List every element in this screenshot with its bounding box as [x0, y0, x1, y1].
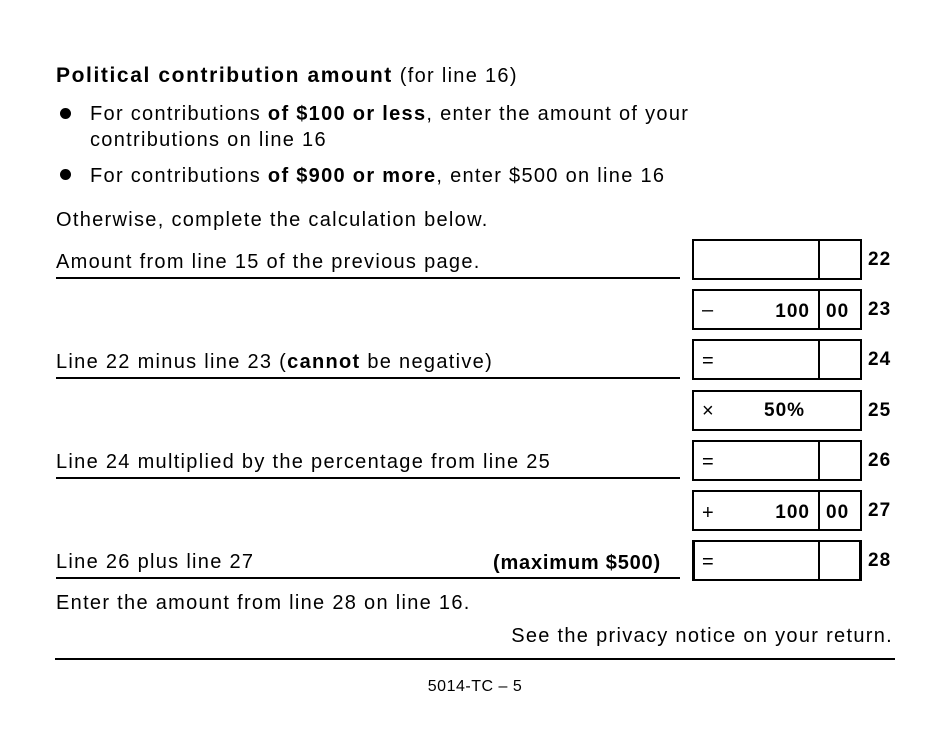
line-28-underline: [56, 577, 680, 579]
section-title-suffix: (for line 16): [399, 65, 518, 87]
equals-sign: =: [702, 551, 714, 573]
page-footer: 5014-TC – 5: [427, 678, 523, 695]
line-25-percentage: 50%: [764, 400, 806, 421]
line-28-label: Line 26 plus line 27: [56, 551, 255, 573]
line-24-label: [56, 350, 493, 374]
line-27-cents-box: [818, 490, 862, 531]
line-27-dollars: 100: [775, 502, 810, 523]
line-23-number: 23: [868, 299, 892, 320]
bullet-icon: [60, 169, 71, 180]
bullet-2-post: , enter $500 on line 16: [436, 165, 666, 187]
line-24-label-post: be negative): [360, 351, 494, 373]
bullet-1-pre: For contributions: [90, 103, 268, 125]
line-22-underline: [56, 277, 680, 279]
line-26-label: Line 24 multiplied by the percentage from line 25: [56, 451, 552, 473]
bullet-item-2: [90, 164, 665, 188]
line-26-dollars-input[interactable]: [692, 440, 820, 481]
enter-note: Enter the amount from line 28 on line 16.: [56, 592, 471, 614]
otherwise-text: Otherwise, complete the calculation below.: [56, 209, 489, 231]
line-24-underline: [56, 377, 680, 379]
line-24-dollars-input[interactable]: [692, 339, 820, 380]
equals-sign: =: [702, 451, 714, 473]
line-22-cents-input[interactable]: [818, 239, 862, 280]
line-23-dollars: 100: [775, 301, 810, 322]
line-23-cents: 00: [826, 301, 850, 322]
bullet-1-post: , enter the amount of your: [426, 103, 690, 125]
line-27-number: 27: [868, 500, 892, 521]
line-28-maximum: (maximum $500): [493, 552, 661, 574]
line-28-number: 28: [868, 550, 892, 571]
line-26-number: 26: [868, 450, 892, 471]
section-title: [56, 64, 518, 88]
line-28-cents-input[interactable]: [818, 540, 862, 581]
line-26-cents-input[interactable]: [818, 440, 862, 481]
bullet-2-bold: of $900 or more: [267, 165, 437, 187]
equals-sign: =: [702, 350, 714, 372]
line-24-label-pre: Line 22 minus line 23 (: [56, 351, 288, 373]
line-22-number: 22: [868, 249, 892, 270]
line-24-cents-input[interactable]: [818, 339, 862, 380]
line-22-dollars-input[interactable]: [692, 239, 820, 280]
plus-sign: +: [702, 502, 714, 524]
line-26-underline: [56, 477, 680, 479]
minus-sign: –: [702, 299, 714, 321]
line-24-label-bold: cannot: [287, 351, 361, 373]
line-24-number: 24: [868, 349, 892, 370]
bullet-2-pre: For contributions: [90, 165, 268, 187]
line-25-number: 25: [868, 400, 892, 421]
line-28-dollars-input[interactable]: [692, 540, 820, 581]
footer-divider: [55, 658, 895, 660]
line-22-label: Amount from line 15 of the previous page.: [56, 251, 481, 273]
bullet-item-1-line2: contributions on line 16: [90, 129, 327, 151]
bullet-icon: [60, 108, 71, 119]
privacy-note: See the privacy notice on your return.: [511, 625, 893, 647]
line-27-cents: 00: [826, 502, 850, 523]
line-25-box: [692, 390, 862, 431]
line-27-dollars-box: [692, 490, 820, 531]
section-title-text: Political contribution amount: [56, 64, 393, 87]
multiply-sign: ×: [702, 400, 714, 422]
bullet-item-1: [90, 102, 689, 126]
bullet-1-bold: of $100 or less: [267, 103, 427, 125]
line-23-cents-box: [818, 289, 862, 330]
line-23-dollars-box: [692, 289, 820, 330]
